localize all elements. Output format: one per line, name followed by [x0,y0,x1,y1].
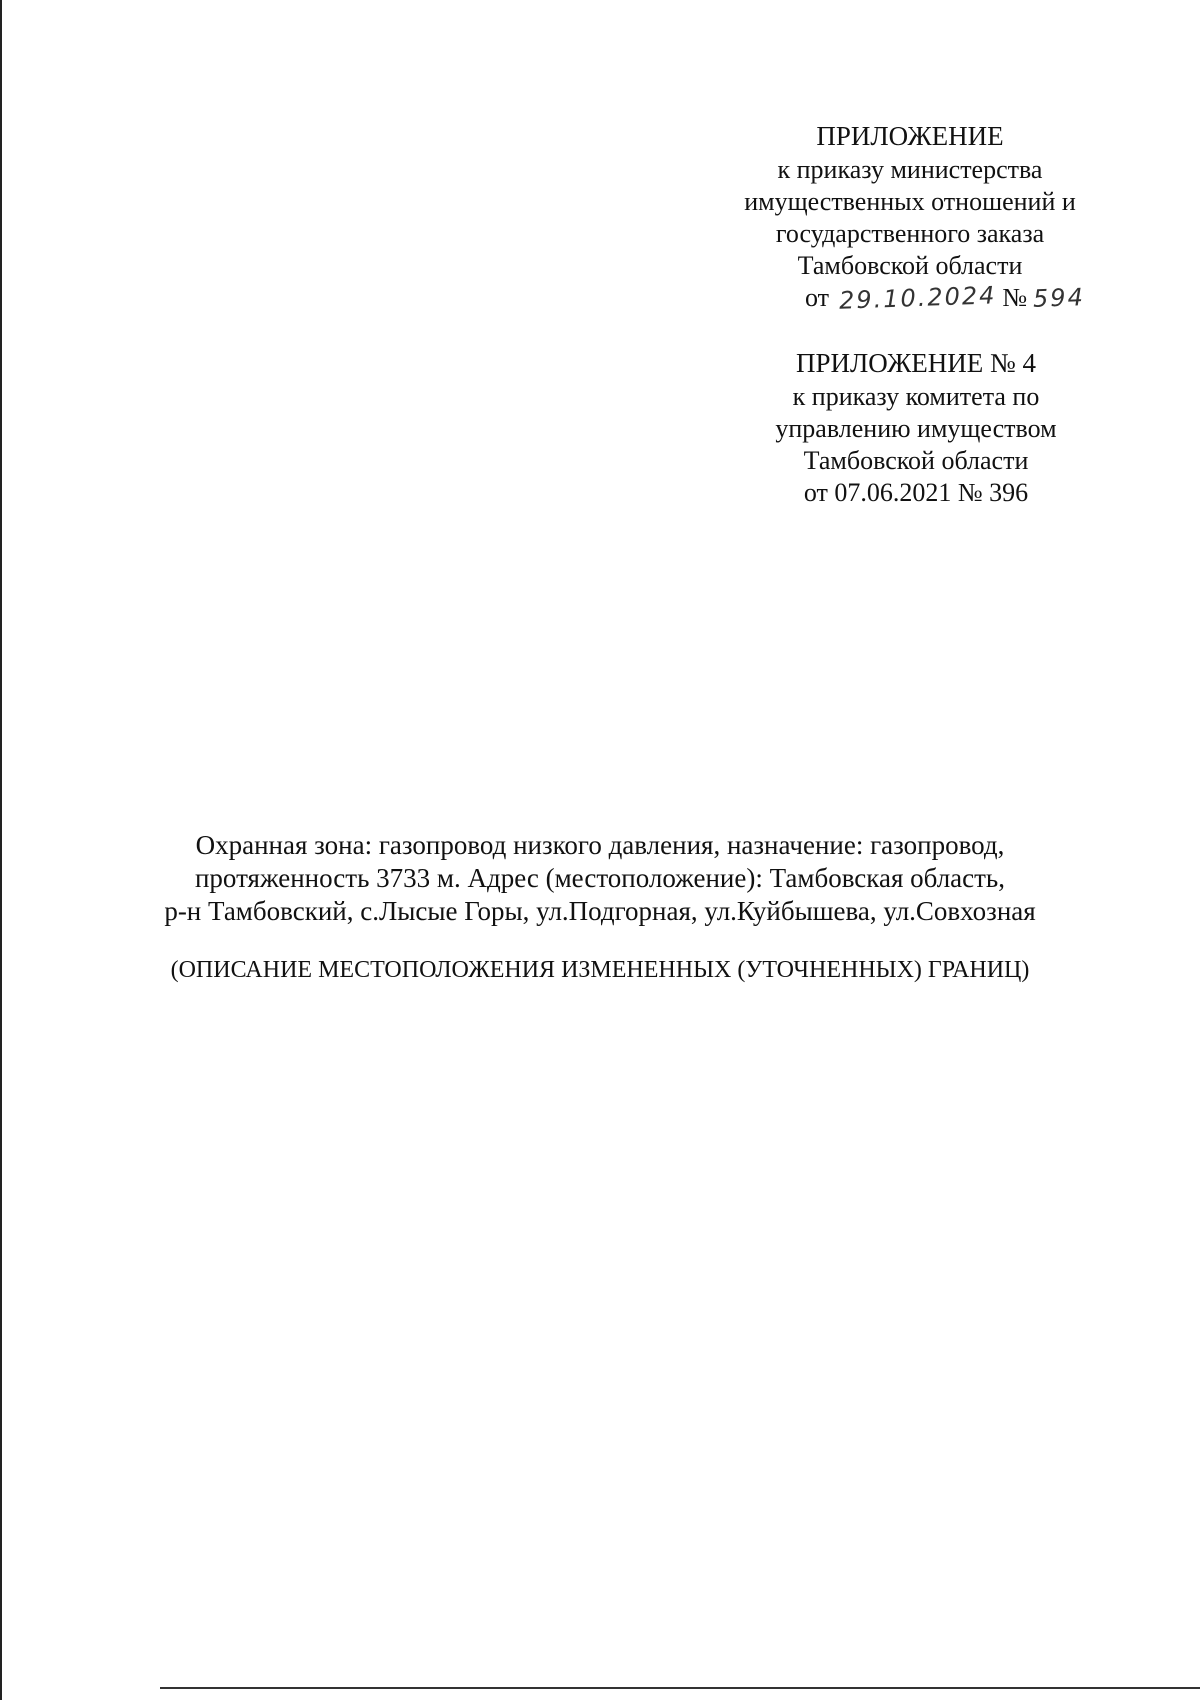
appendix-original-line: управлению имуществом [775,414,1057,443]
document-title-line: Охранная зона: газопровод низкого давления, назначение: газопровод, [195,830,1005,860]
appendix-original-line: Тамбовской области [803,446,1029,475]
handwritten-date: 29.10.2024 [838,281,997,315]
document-title-line: протяженность 3733 м. Адрес (местоположение): Тамбовская область, [194,863,1005,893]
appendix-current-date-line [700,282,1120,316]
appendix-original-block [716,347,1116,509]
number-sign: № [1002,283,1028,312]
appendix-current-block [700,120,1120,316]
document-title [150,829,1050,928]
appendix-original-date-line: от 07.06.2021 № 396 [803,478,1029,507]
appendix-current-line: имущественных отношений и [744,187,1076,216]
date-prefix: от [804,283,829,312]
document-subtitle: (ОПИСАНИЕ МЕСТОПОЛОЖЕНИЯ ИЗМЕНЕННЫХ (УТОЧНЕННЫХ) ГРАНИЦ) [170,957,1030,983]
document-title-line: р-н Тамбовский, с.Лысые Горы, ул.Подгорная, ул.Куйбышева, ул.Совхозная [164,896,1036,926]
appendix-original-line: к приказу комитета по [792,382,1040,411]
appendix-current-line: к приказу министерства [777,155,1043,184]
appendix-original-heading: ПРИЛОЖЕНИЕ № 4 [795,348,1037,378]
scan-edge-bottom [160,1687,1200,1689]
scan-edge-left [0,0,2,1700]
appendix-current-line: государственного заказа [775,219,1045,248]
handwritten-number: 594 [1032,283,1086,313]
appendix-current-line: Тамбовской области [797,251,1023,280]
appendix-current-heading: ПРИЛОЖЕНИЕ [816,121,1004,151]
